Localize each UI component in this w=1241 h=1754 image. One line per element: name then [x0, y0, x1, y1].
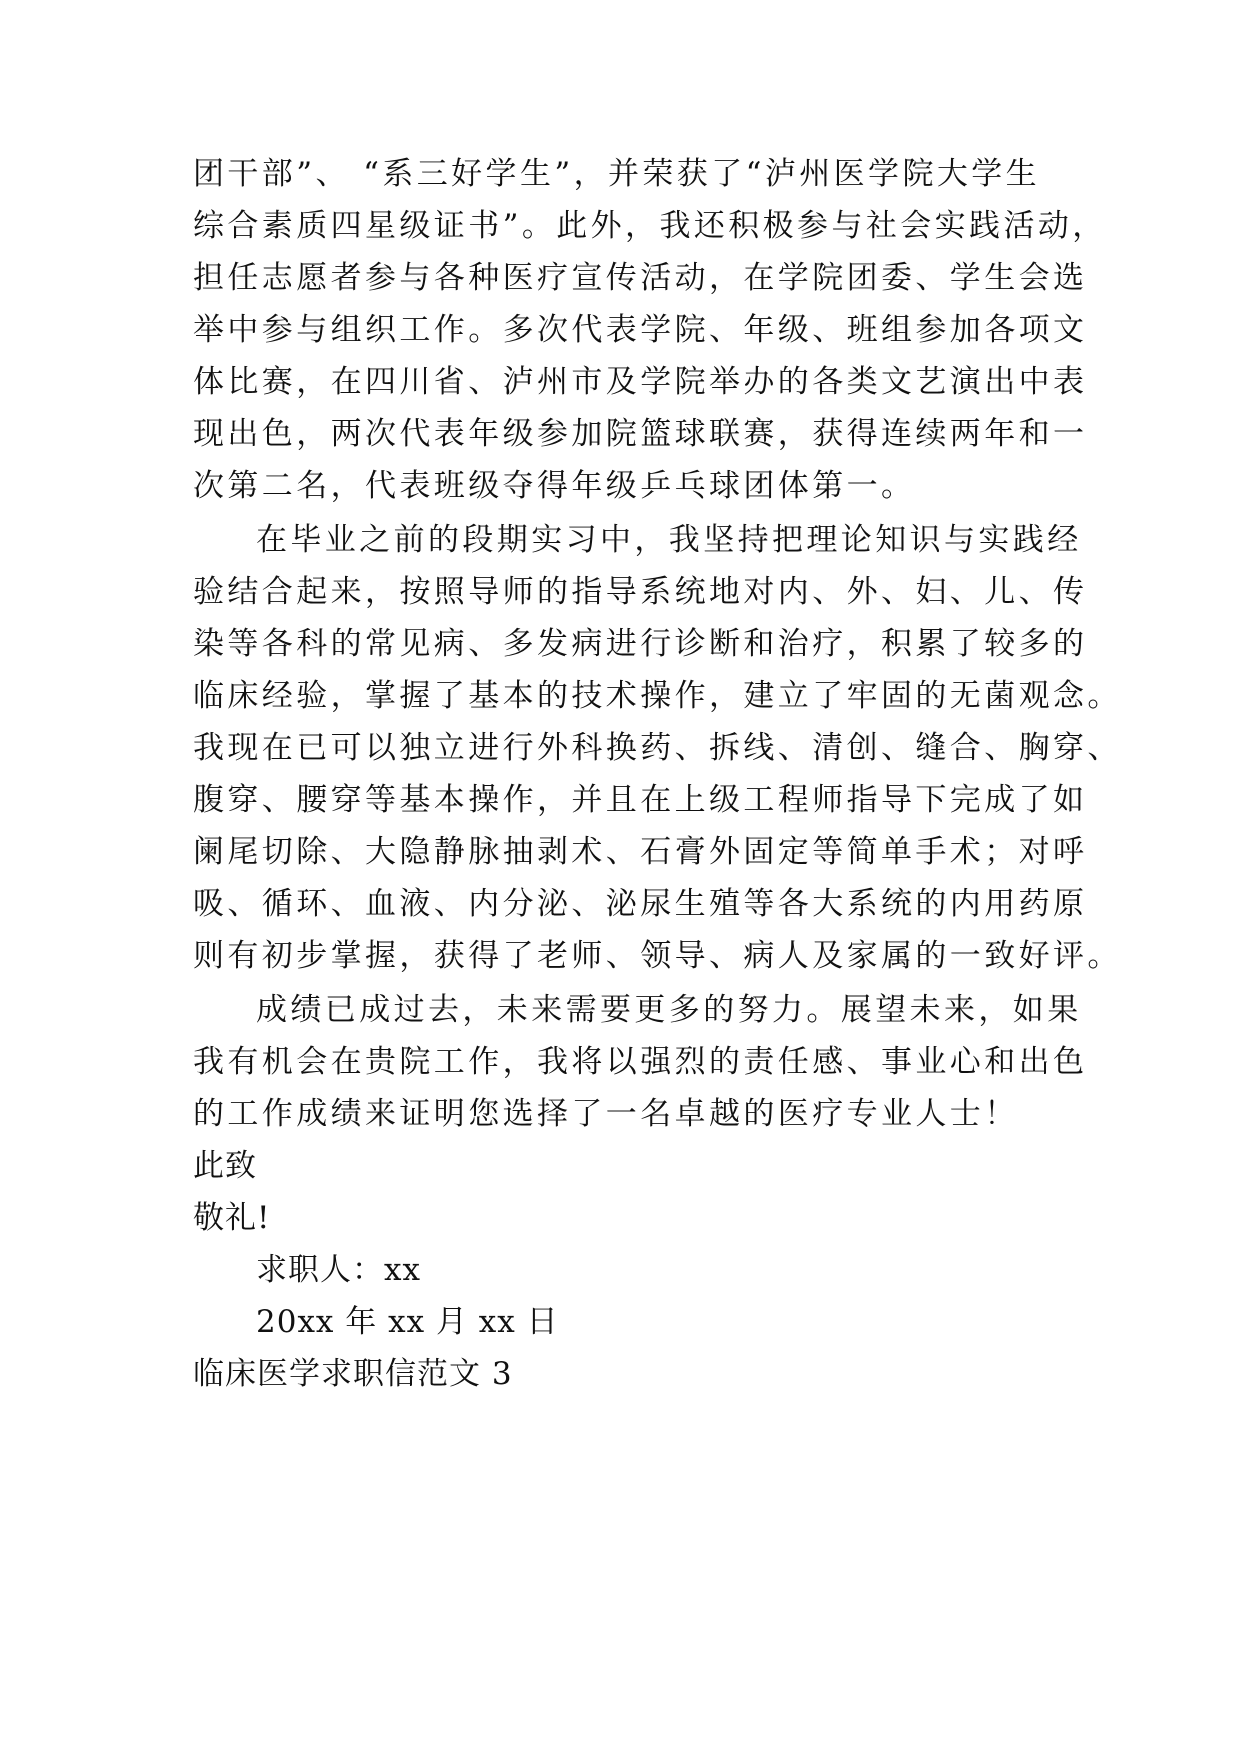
paragraph-2-line-1: 在毕业之前的段期实习中，我坚持把理论知识与实践经	[256, 522, 1082, 558]
next-section-title: 临床医学求职信范文 3	[193, 1356, 513, 1392]
paragraph-2-line-8: 吸、循环、血液、内分泌、泌尿生殖等各大系统的内用药原	[193, 886, 1088, 922]
paragraph-3-line-1: 成绩已成过去，未来需要更多的努力。展望未来，如果	[256, 992, 1082, 1028]
date-line: 20xx 年 xx 月 xx 日	[256, 1304, 559, 1340]
paragraph-2-line-5: 我现在已可以独立进行外科换药、拆线、清创、缝合、胸穿、	[193, 730, 1122, 766]
paragraph-2-line-9: 则有初步掌握，获得了老师、领导、病人及家属的一致好评。	[193, 938, 1122, 974]
paragraph-3-line-3: 的工作成绩来证明您选择了一名卓越的医疗专业人士！	[193, 1096, 1019, 1132]
closing-text: 此致	[193, 1148, 257, 1184]
paragraph-3-line-2: 我有机会在贵院工作，我将以强烈的责任感、事业心和出色	[193, 1044, 1088, 1080]
paragraph-1-line-4: 举中参与组织工作。多次代表学院、年级、班组参加各项文	[193, 312, 1088, 348]
paragraph-2-line-3: 染等各科的常见病、多发病进行诊断和治疗，积累了较多的	[193, 626, 1088, 662]
paragraph-2-line-4: 临床经验，掌握了基本的技术操作，建立了牢固的无菌观念。	[193, 678, 1122, 714]
paragraph-1-line-5: 体比赛，在四川省、泸州市及学院举办的各类文艺演出中表	[193, 364, 1088, 400]
paragraph-1-line-2: 综合素质四星级证书”。此外，我还积极参与社会实践活动，	[193, 208, 1107, 244]
paragraph-1-line-7: 次第二名，代表班级夺得年级乒乓球团体第一。	[193, 468, 916, 504]
paragraph-2-line-2: 验结合起来，按照导师的指导系统地对内、外、妇、儿、传	[193, 574, 1088, 610]
paragraph-2-line-6: 腹穿、腰穿等基本操作，并且在上级工程师指导下完成了如	[193, 782, 1088, 818]
salutation-text: 敬礼!	[193, 1200, 271, 1236]
paragraph-1-line-6: 现出色，两次代表年级参加院篮球联赛，获得连续两年和一	[193, 416, 1088, 452]
paragraph-2-line-7: 阑尾切除、大隐静脉抽剥术、石膏外固定等简单手术；对呼	[193, 834, 1088, 870]
paragraph-1-line-3: 担任志愿者参与各种医疗宣传活动，在学院团委、学生会选	[193, 260, 1088, 296]
signature-line: 求职人：xx	[256, 1252, 421, 1288]
paragraph-1-line-1: 团干部”、 “系三好学生”，并荣获了“泸州医学院大学生	[193, 156, 1041, 192]
